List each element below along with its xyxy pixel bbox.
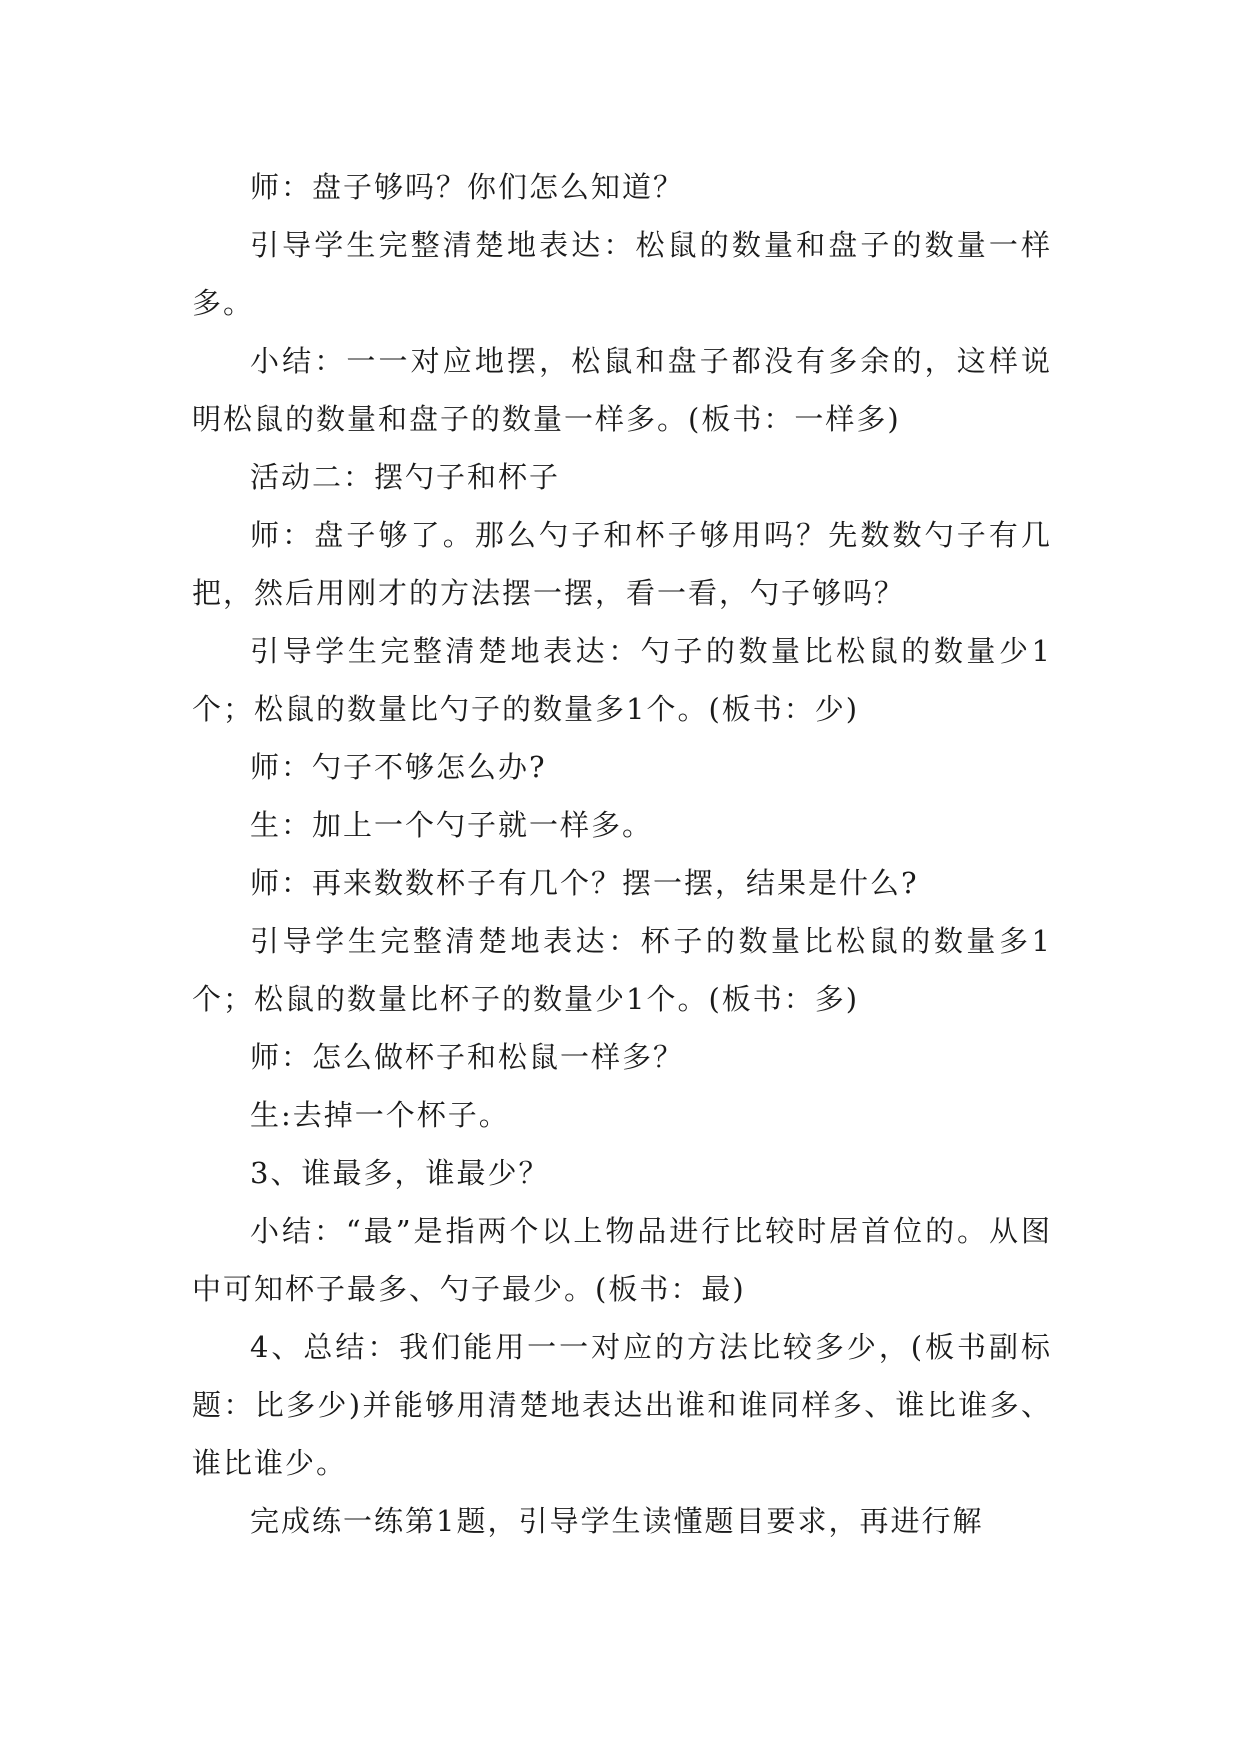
- paragraph-14: 小结：“最”是指两个以上物品进行比较时居首位的。从图中可知杯子最多、勺子最少。(板书：最): [192, 1214, 1052, 1306]
- paragraph-3: 小结：一一对应地摆，松鼠和盘子都没有多余的，这样说明松鼠的数量和盘子的数量一样多。(板书：一样多): [192, 344, 1052, 436]
- paragraph-9: 师：再来数数杯子有几个？摆一摆，结果是什么?: [250, 866, 919, 900]
- paragraph-7: 师：勺子不够怎么办?: [250, 750, 547, 784]
- paragraph-8: 生：加上一个勺子就一样多。: [250, 808, 654, 842]
- paragraph-1: 师：盘子够吗？你们怎么知道？: [250, 170, 685, 204]
- paragraph-11: 师：怎么做杯子和松鼠一样多？: [250, 1040, 685, 1074]
- paragraph-15: 4、总结：我们能用一一对应的方法比较多少，(板书副标题：比多少)并能够用清楚地表达出谁和谁同样多、谁比谁多、谁比谁少。: [192, 1330, 1052, 1480]
- paragraph-12: 生:去掉一个杯子。: [250, 1098, 510, 1132]
- paragraph-2: 引导学生完整清楚地表达：松鼠的数量和盘子的数量一样多。: [192, 228, 1052, 320]
- paragraph-5: 师：盘子够了。那么勺子和杯子够用吗？先数数勺子有几把，然后用刚才的方法摆一摆，看一看，勺子够吗？: [192, 518, 1052, 610]
- paragraph-10: 引导学生完整清楚地表达：杯子的数量比松鼠的数量多1个；松鼠的数量比杯子的数量少1个。(板书：多): [192, 924, 1052, 1016]
- paragraph-6: 引导学生完整清楚地表达：勺子的数量比松鼠的数量少1个；松鼠的数量比勺子的数量多1个。(板书：少): [192, 634, 1052, 726]
- paragraph-16: 完成练一练第1题，引导学生读懂题目要求，再进行解: [250, 1504, 984, 1538]
- document-body: [192, 158, 1052, 1550]
- paragraph-4: 活动二：摆勺子和杯子: [250, 460, 561, 494]
- paragraph-13: 3、谁最多，谁最少？: [250, 1156, 550, 1190]
